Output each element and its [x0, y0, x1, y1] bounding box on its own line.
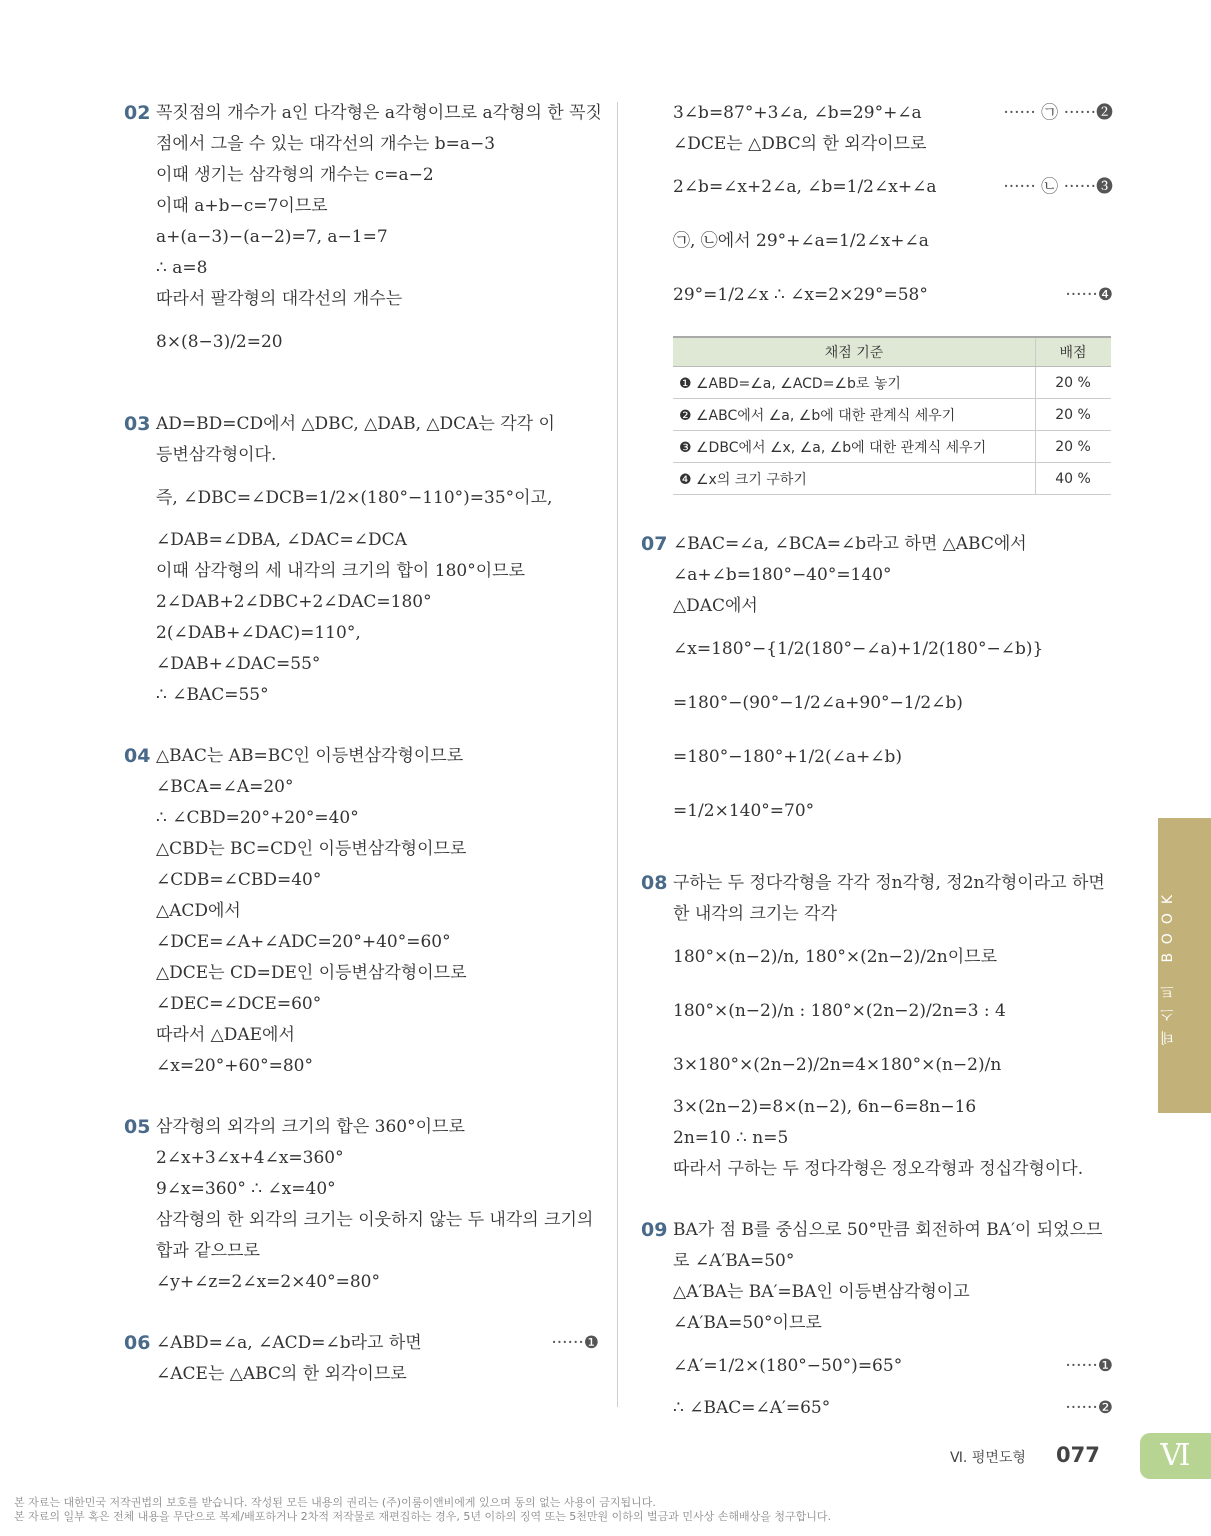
problem-08 — [641, 868, 1113, 1185]
step-marker: ······❷ — [1065, 1398, 1113, 1418]
solution-line: =1/2×140°=70° — [673, 801, 815, 821]
solution-line: ∠a+∠b=180°−40°=140° — [673, 565, 892, 585]
table-row — [673, 431, 1111, 463]
solution-line: 합과 같으므로 — [156, 1241, 260, 1261]
step-marker: ······❶ — [1065, 1356, 1113, 1376]
solution-text: ∴ ∠BAC=∠A′=65° — [673, 1398, 831, 1418]
criterion-cell: ❹ ∠x의 크기 구하기 — [673, 463, 1036, 495]
chapter-label: Ⅵ. 평면도형 — [950, 1450, 1026, 1466]
solution-line: ∠A′BA=50°이므로 — [673, 1313, 822, 1333]
right-column — [641, 98, 1113, 1424]
solution-line: 9∠x=360° ∴ ∠x=40° — [156, 1179, 336, 1199]
solution-line: △BAC는 AB=BC인 이등변삼각형이므로 — [156, 746, 464, 766]
solution-line: a+(a−3)−(a−2)=7, a−1=7 — [156, 227, 388, 247]
criterion-cell: ❸ ∠DBC에서 ∠x, ∠a, ∠b에 대한 관계식 세우기 — [673, 431, 1036, 463]
solution-text: 29°=1/2∠x ∴ ∠x=2×29°=58° — [673, 285, 928, 305]
table-header: 채점 기준 — [673, 337, 1036, 367]
solution-line: 2(∠DAB+∠DAC)=110°, — [156, 623, 361, 643]
page-number: 077 — [1056, 1443, 1100, 1467]
solution-line: ∠DEC=∠DCE=60° — [156, 994, 322, 1014]
solution-line: 이때 생기는 삼각형의 개수는 c=a−2 — [156, 165, 434, 185]
points-cell: 20 % — [1036, 431, 1112, 463]
copyright-line: 본 자료는 대한민국 저작권법의 보호를 받습니다. 작성된 모든 내용의 권리는 (주)이룸이앤비에게 있으며 동의 없는 사용이 금지됩니다. — [14, 1496, 656, 1509]
solution-line: ∠DAB+∠DAC=55° — [156, 654, 321, 674]
solution-line: 8×(8−3)/2=20 — [156, 332, 283, 352]
chapter-roman-tab: Ⅵ — [1140, 1433, 1211, 1479]
solution-line: 꼭짓점의 개수가 a인 다각형은 a각형이므로 a각형의 한 꼭짓 — [156, 103, 602, 123]
solution-line: △DCE는 CD=DE인 이등변삼각형이므로 — [156, 963, 467, 983]
criterion-cell: ❷ ∠ABC에서 ∠a, ∠b에 대한 관계식 세우기 — [673, 399, 1036, 431]
step-marker: ······ ㉠ ······❷ — [1003, 103, 1113, 123]
solution-line: 180°×(n−2)/n : 180°×(2n−2)/2n=3 : 4 — [673, 1001, 1006, 1021]
solution-line: ∠x=180°−{1/2(180°−∠a)+1/2(180°−∠b)} — [673, 639, 1044, 659]
solution-line: 따라서 △DAE에서 — [156, 1025, 295, 1045]
problem-number: 03 — [124, 413, 151, 435]
solution-line: ∴ ∠CBD=20°+20°=40° — [156, 808, 359, 828]
problem-number: 06 — [124, 1332, 151, 1354]
solution-line: 삼각형의 한 외각의 크기는 이웃하지 않는 두 내각의 크기의 — [156, 1210, 594, 1230]
column-divider — [617, 102, 618, 1407]
problem-06-continued — [641, 98, 1113, 322]
solution-line: BA가 점 B를 중심으로 50°만큼 회전하여 BA′이 되었으므 — [673, 1220, 1103, 1240]
criterion-cell: ❶ ∠ABD=∠a, ∠ACD=∠b로 놓기 — [673, 367, 1036, 399]
solution-line: ∠ACE는 △ABC의 한 외각이므로 — [156, 1364, 407, 1384]
solution-line: 이때 a+b−c=7이므로 — [156, 196, 328, 216]
solution-line: ∠y+∠z=2∠x=2×40°=80° — [156, 1272, 380, 1292]
solution-line — [673, 98, 1113, 129]
left-column — [124, 98, 602, 1390]
solution-line: ∠BCA=∠A=20° — [156, 777, 294, 797]
step-marker: ······❶ — [551, 1333, 599, 1353]
solution-line: ∠x=20°+60°=80° — [156, 1056, 313, 1076]
solution-line: ∠DCE=∠A+∠ADC=20°+40°=60° — [156, 932, 451, 952]
solution-line: ㉠, ㉡에서 29°+∠a=1/2∠x+∠a — [673, 231, 929, 251]
problem-number: 05 — [124, 1116, 151, 1138]
solution-line: 삼각형의 외각의 크기의 합은 360°이므로 — [156, 1117, 465, 1137]
solution-line: 2n=10 ∴ n=5 — [673, 1128, 789, 1148]
solution-line: =180°−(90°−1/2∠a+90°−1/2∠b) — [673, 693, 963, 713]
solution-line: 점에서 그을 수 있는 대각선의 개수는 b=a−3 — [156, 134, 496, 154]
table-header: 배점 — [1036, 337, 1112, 367]
points-cell: 40 % — [1036, 463, 1112, 495]
solution-line: 구하는 두 정다각형을 각각 정n각형, 정2n각형이라고 하면 — [673, 873, 1105, 893]
solution-line: ∠DAB=∠DBA, ∠DAC=∠DCA — [156, 530, 407, 550]
solution-line: 180°×(n−2)/n, 180°×(2n−2)/2n이므로 — [673, 947, 997, 967]
table-row — [673, 399, 1111, 431]
problem-number: 09 — [641, 1219, 668, 1241]
solution-text: ∠A′=1/2×(180°−50°)=65° — [673, 1356, 903, 1376]
points-cell: 20 % — [1036, 399, 1112, 431]
side-tab — [1158, 818, 1211, 1113]
table-row — [673, 367, 1111, 399]
solution-line: ∠CDB=∠CBD=40° — [156, 870, 322, 890]
solution-line: △DAC에서 — [673, 596, 758, 616]
solution-line: =180°−180°+1/2(∠a+∠b) — [673, 747, 903, 767]
solution-line: AD=BD=CD에서 △DBC, △DAB, △DCA는 각각 이 — [156, 414, 555, 434]
solution-line — [673, 1339, 1113, 1393]
solution-line: △ACD에서 — [156, 901, 241, 921]
solution-line: ∠DCE는 △DBC의 한 외각이므로 — [673, 134, 927, 154]
solution-line: 이때 삼각형의 세 내각의 크기의 합이 180°이므로 — [156, 561, 525, 581]
solution-line: 한 내각의 크기는 각각 — [673, 904, 838, 924]
solution-line: ∴ ∠BAC=55° — [156, 685, 269, 705]
solution-text: 2∠b=∠x+2∠a, ∠b=1/2∠x+∠a — [673, 177, 937, 197]
table-header-row — [673, 337, 1111, 367]
problem-03 — [124, 409, 599, 711]
solution-line: 등변삼각형이다. — [156, 445, 277, 465]
solution-line: 3×180°×(2n−2)/2n=4×180°×(n−2)/n — [673, 1055, 1002, 1075]
solution-line: 2∠x+3∠x+4∠x=360° — [156, 1148, 344, 1168]
solution-line: 2∠DAB+2∠DBC+2∠DAC=180° — [156, 592, 432, 612]
copyright-notice — [14, 1496, 831, 1524]
scoring-table — [673, 336, 1111, 495]
solution-line: ∴ a=8 — [156, 258, 208, 278]
problem-05 — [124, 1112, 599, 1298]
problem-number: 02 — [124, 102, 151, 124]
problem-number: 07 — [641, 533, 668, 555]
solution-line: ∠BAC=∠a, ∠BCA=∠b라고 하면 △ABC에서 — [673, 534, 1027, 554]
side-tab-label: 테스트 BOOK — [1160, 885, 1176, 1046]
problem-number: 04 — [124, 745, 151, 767]
problem-number: 08 — [641, 872, 668, 894]
solution-line: 즉, ∠DBC=∠DCB=1/2×(180°−110°)=35°이고, — [156, 488, 553, 508]
solution-line — [673, 268, 1113, 322]
solution-line: △A′BA는 BA′=BA인 이등변삼각형이고 — [673, 1282, 970, 1302]
solution-line: 3×(2n−2)=8×(n−2), 6n−6=8n−16 — [673, 1097, 977, 1117]
problem-07 — [641, 529, 1113, 838]
problem-09 — [641, 1215, 1113, 1424]
copyright-line: 본 자료의 일부 혹은 전체 내용을 무단으로 복제/배포하거나 2차적 저작물로 재편집하는 경우, 5년 이하의 징역 또는 5천만원 이하의 벌금과 민사상 손해배상을 청구합니다. — [14, 1510, 832, 1523]
solution-text: 3∠b=87°+3∠a, ∠b=29°+∠a — [673, 103, 922, 123]
solution-line: 따라서 팔각형의 대각선의 개수는 — [156, 289, 403, 309]
problem-04 — [124, 741, 599, 1082]
step-marker: ······❹ — [1065, 285, 1113, 305]
solution-line — [673, 160, 1113, 214]
problem-06 — [124, 1328, 599, 1390]
solution-line — [673, 1393, 1113, 1424]
problem-02 — [124, 98, 602, 369]
solution-line: 로 ∠A′BA=50° — [673, 1251, 795, 1271]
solution-line: △CBD는 BC=CD인 이등변삼각형이므로 — [156, 839, 467, 859]
solution-line — [156, 1328, 599, 1359]
step-marker: ······ ㉡ ······❸ — [1003, 177, 1113, 197]
solution-line: 따라서 구하는 두 정다각형은 정오각형과 정십각형이다. — [673, 1159, 1084, 1179]
points-cell: 20 % — [1036, 367, 1112, 399]
table-row — [673, 463, 1111, 495]
solution-text: ∠ABD=∠a, ∠ACD=∠b라고 하면 — [156, 1333, 422, 1353]
